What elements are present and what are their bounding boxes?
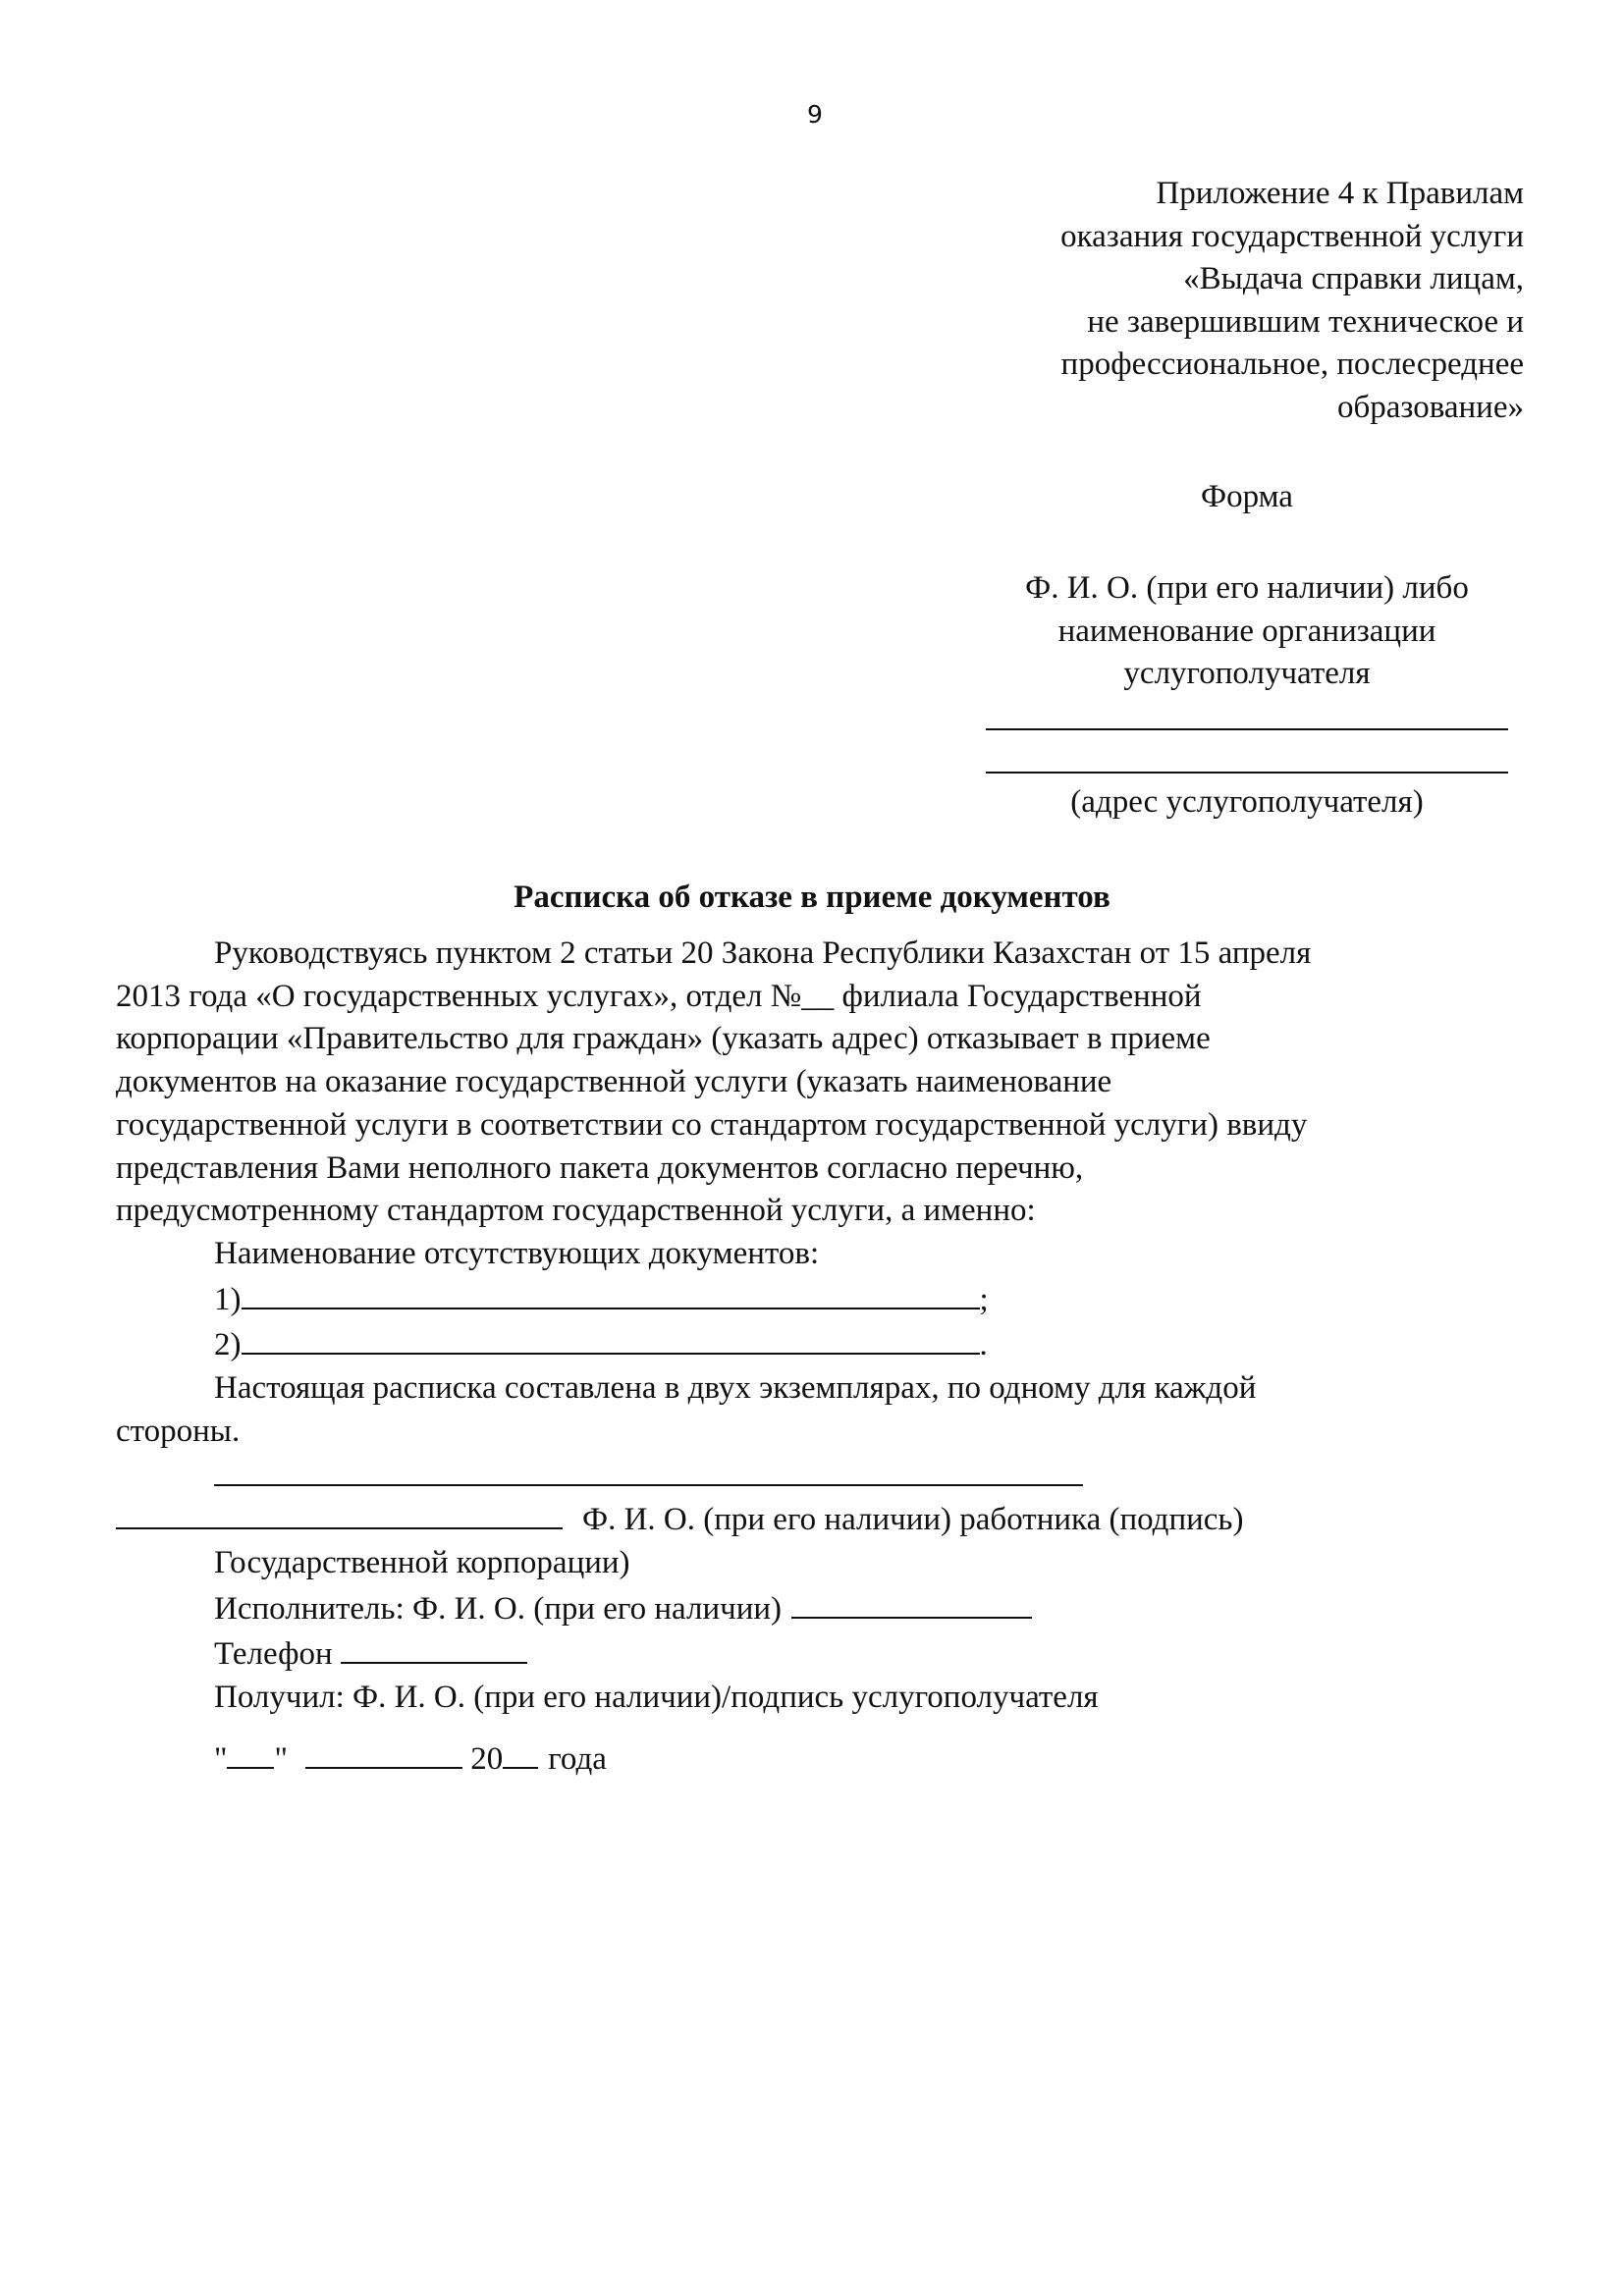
document-title: Расписка об отказе в приеме документов — [514, 880, 1110, 915]
appendix-line: Приложение 4 к Правилам — [1156, 176, 1524, 211]
paragraph-line: Руководствуясь пунктом 2 статьи 20 Закона Республики Казахстан от 15 апреля — [214, 935, 1312, 971]
executor-field[interactable] — [791, 1585, 1032, 1619]
signature-top-row — [116, 1453, 1520, 1496]
signature-top-field[interactable] — [214, 1453, 1083, 1486]
missing-doc-item-1 — [116, 1276, 1520, 1322]
appendix-line: «Выдача справки лицам, — [1183, 261, 1524, 296]
recipient-line: услугополучателя — [1123, 656, 1371, 691]
missing-doc-field-2[interactable] — [242, 1321, 980, 1355]
phone-row — [116, 1630, 1520, 1677]
recipient-block — [982, 567, 1512, 824]
paragraph-line: предусмотренному стандартом государственной услуги, а именно: — [116, 1193, 1036, 1229]
missing-doc-field-1[interactable] — [242, 1276, 980, 1309]
month-field[interactable] — [305, 1735, 462, 1769]
appendix-line: оказания государственной услуги — [1060, 218, 1524, 254]
paragraph-line: 2013 года «О государственных услугах», отдел №__ филиала Государственной — [116, 978, 1202, 1014]
recipient-line: наименование организации — [1057, 613, 1436, 649]
item-terminator: . — [979, 1327, 988, 1363]
missing-docs-label: Наименование отсутствующих документов: — [214, 1235, 820, 1271]
paragraph-line: корпорации «Правительство для граждан» (указать адрес) отказывает в приеме — [116, 1021, 1211, 1057]
year-field[interactable] — [503, 1735, 538, 1769]
executor-row — [116, 1585, 1520, 1631]
missing-doc-item-2 — [116, 1321, 1520, 1367]
copies-line: Настоящая расписка составлена в двух экземплярах, по одному для каждой — [214, 1370, 1257, 1407]
recipient-name-field[interactable] — [986, 696, 1508, 739]
appendix-header — [915, 173, 1524, 429]
date-row — [116, 1735, 1520, 1782]
received-label: Получил: Ф. И. О. (при его наличии)/подпись услугополучателя — [214, 1679, 1099, 1715]
paragraph-line: документов на оказание государственной услуги (указать наименование — [116, 1064, 1112, 1100]
signature-row — [116, 1496, 1520, 1542]
quote-open: " — [214, 1740, 228, 1777]
appendix-line: не завершившим техническое и — [1087, 303, 1524, 340]
paragraph-line: представления Вами неполного пакета документов согласно перечню, — [116, 1149, 1084, 1186]
worker-signature-label: Ф. И. О. (при его наличии) работника (подпись) — [582, 1502, 1244, 1538]
form-label: Форма — [1201, 479, 1293, 514]
recipient-address-field[interactable] — [986, 738, 1508, 781]
paragraph-line: государственной услуги в соответствии со стандартом государственной услуги) ввиду — [116, 1106, 1308, 1143]
recipient-address-label: (адрес услугополучателя) — [1070, 783, 1424, 820]
appendix-line: профессиональное, послесреднее — [1060, 347, 1524, 382]
day-field[interactable] — [227, 1735, 274, 1769]
item-terminator: ; — [979, 1281, 989, 1317]
appendix-line: образование» — [1336, 389, 1524, 425]
phone-field[interactable] — [341, 1630, 527, 1664]
year-word: года — [548, 1740, 607, 1777]
corporation-label: Государственной корпорации) — [214, 1544, 630, 1580]
page-number: 9 — [807, 100, 823, 129]
executor-label: Исполнитель: Ф. И. О. (при его наличии) — [214, 1590, 783, 1627]
document-body — [116, 933, 1520, 1781]
item-number: 1) — [214, 1281, 242, 1317]
phone-label: Телефон — [214, 1636, 333, 1673]
item-number: 2) — [214, 1327, 242, 1363]
signature-field[interactable] — [116, 1496, 563, 1529]
recipient-line: Ф. И. О. (при его наличии) либо — [1025, 570, 1469, 606]
century-prefix: 20 — [470, 1740, 504, 1777]
copies-line: стороны. — [116, 1413, 241, 1449]
quote-close: " — [274, 1740, 288, 1777]
